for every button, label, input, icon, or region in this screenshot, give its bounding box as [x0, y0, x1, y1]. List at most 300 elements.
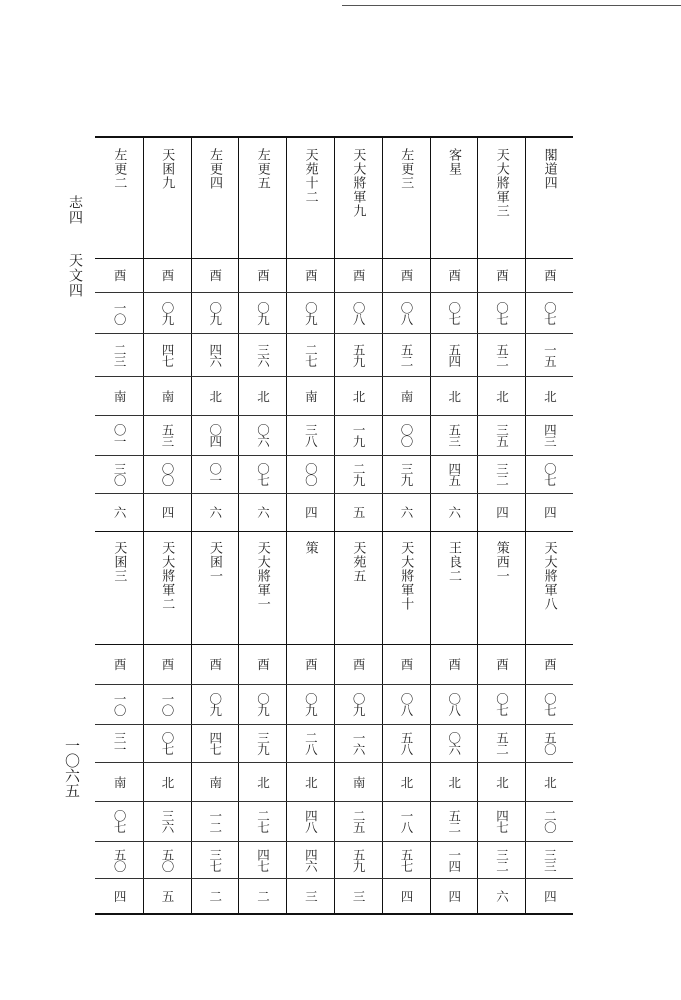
value-cell: [525, 493, 573, 531]
value-text: 酉: [494, 268, 510, 282]
value-cell: [477, 333, 525, 376]
star-name-cell: [95, 531, 143, 644]
value-cell: [525, 801, 573, 841]
value-cell: [382, 644, 430, 684]
value-cell: [95, 258, 143, 292]
star-name: 天囷一: [206, 541, 222, 583]
value-text: 四七: [159, 343, 175, 366]
value-text: 南: [112, 775, 128, 788]
star-name: 閣道四: [541, 148, 557, 190]
value-cell: [525, 724, 573, 762]
value-text: 四: [542, 505, 558, 519]
value-text: 酉: [494, 657, 510, 671]
value-text: 一二: [207, 809, 223, 833]
star-name: 天苑五: [350, 541, 366, 583]
value-cell: [238, 258, 286, 292]
value-text: 二〇: [542, 809, 558, 833]
row-rule: [95, 292, 573, 293]
value-text: 北: [494, 775, 510, 788]
value-text: 五二: [494, 343, 510, 366]
value-cell: [238, 415, 286, 455]
star-name-cell: [430, 138, 478, 258]
value-text: 四三: [542, 423, 558, 447]
value-cell: [334, 333, 382, 376]
value-cell: [525, 878, 573, 913]
row-rule: [95, 684, 573, 685]
star-name-cell: [430, 531, 478, 644]
value-text: 五三: [446, 423, 462, 447]
value-cell: [191, 878, 239, 913]
value-cell: [430, 292, 478, 333]
star-name-cell: [238, 531, 286, 644]
value-text: 酉: [303, 268, 319, 282]
value-cell: [382, 292, 430, 333]
value-cell: [286, 292, 334, 333]
table-column: [525, 138, 573, 913]
value-text: 〇九: [207, 301, 223, 324]
star-name: 左更四: [206, 148, 222, 190]
row-rule: [95, 801, 573, 802]
value-cell: [525, 455, 573, 493]
value-text: 北: [542, 389, 558, 402]
value-cell: [143, 333, 191, 376]
value-cell: [238, 333, 286, 376]
running-head-section: 天文四: [67, 253, 83, 298]
table-column: [191, 138, 240, 913]
value-cell: [477, 644, 525, 684]
top-rule: [342, 5, 681, 6]
value-text: 酉: [446, 657, 462, 671]
value-cell: [238, 762, 286, 801]
value-cell: [95, 333, 143, 376]
value-text: 四: [446, 889, 462, 902]
value-text: 二九: [351, 462, 367, 486]
page-number: 一〇六五: [63, 738, 81, 798]
value-cell: [286, 258, 334, 292]
value-text: 三五: [494, 423, 510, 447]
value-cell: [477, 841, 525, 878]
value-cell: [430, 724, 478, 762]
value-cell: [95, 878, 143, 913]
star-name-cell: [525, 138, 573, 258]
value-text: 三七: [207, 848, 223, 871]
value-cell: [191, 415, 239, 455]
value-cell: [477, 878, 525, 913]
value-text: 四六: [207, 343, 223, 366]
value-cell: [191, 801, 239, 841]
value-cell: [334, 376, 382, 415]
star-name: 天大將軍九: [350, 148, 366, 218]
value-text: 〇九: [351, 692, 367, 716]
value-text: 三一: [112, 731, 128, 755]
star-name: 天大將軍二: [159, 541, 175, 611]
value-text: 四: [159, 505, 175, 519]
value-cell: [477, 762, 525, 801]
star-name-cell: [477, 138, 525, 258]
value-text: 三九: [255, 731, 271, 755]
value-text: 五二: [494, 731, 510, 755]
value-cell: [95, 292, 143, 333]
value-text: 六: [112, 505, 128, 519]
row-rule: [95, 762, 573, 763]
value-text: 北: [494, 389, 510, 402]
table-column: [477, 138, 526, 913]
value-text: 五九: [351, 343, 367, 366]
value-cell: [143, 455, 191, 493]
value-text: 一〇: [112, 301, 128, 324]
value-text: 南: [159, 389, 175, 402]
row-rule: [95, 841, 573, 842]
value-cell: [430, 644, 478, 684]
value-text: 北: [351, 389, 367, 402]
value-cell: [334, 801, 382, 841]
value-text: 酉: [207, 268, 223, 282]
value-text: 〇七: [494, 692, 510, 716]
value-text: 四五: [446, 462, 462, 486]
star-name-cell: [334, 531, 382, 644]
star-name-cell: [525, 531, 573, 644]
value-cell: [238, 644, 286, 684]
value-cell: [382, 841, 430, 878]
value-text: 〇九: [207, 692, 223, 716]
value-text: 〇九: [255, 692, 271, 716]
star-name: 左更五: [254, 148, 270, 190]
value-text: 四六: [303, 848, 319, 871]
value-text: 〇七: [112, 809, 128, 833]
value-cell: [477, 292, 525, 333]
value-cell: [477, 455, 525, 493]
value-cell: [525, 258, 573, 292]
value-cell: [430, 684, 478, 724]
value-text: 三九: [398, 462, 414, 486]
value-cell: [382, 724, 430, 762]
value-text: 〇七: [255, 462, 271, 486]
value-cell: [191, 644, 239, 684]
value-text: 北: [303, 775, 319, 788]
value-cell: [382, 376, 430, 415]
value-text: 五七: [398, 848, 414, 871]
value-cell: [238, 841, 286, 878]
value-text: 〇七: [494, 301, 510, 324]
star-name-cell: [334, 138, 382, 258]
table-column: [143, 138, 192, 913]
star-name-cell: [477, 531, 525, 644]
value-cell: [430, 493, 478, 531]
row-rule: [95, 531, 573, 532]
value-text: 二八: [303, 731, 319, 755]
value-text: 南: [351, 775, 367, 788]
value-cell: [238, 455, 286, 493]
value-text: 四八: [303, 809, 319, 833]
table-column: [95, 138, 144, 913]
value-cell: [191, 724, 239, 762]
value-cell: [143, 292, 191, 333]
value-cell: [382, 801, 430, 841]
value-text: 〇九: [255, 301, 271, 324]
row-rule: [95, 333, 573, 334]
value-cell: [95, 415, 143, 455]
value-text: 五〇: [112, 848, 128, 871]
star-name: 天大將軍三: [493, 148, 509, 218]
row-rule: [95, 415, 573, 416]
value-text: 〇八: [398, 301, 414, 324]
row-rule: [95, 493, 573, 494]
value-text: 〇七: [542, 462, 558, 486]
value-text: 二五: [351, 809, 367, 833]
value-cell: [382, 455, 430, 493]
star-name: 策: [302, 541, 318, 555]
star-name-cell: [191, 138, 239, 258]
value-cell: [382, 415, 430, 455]
value-cell: [191, 333, 239, 376]
value-cell: [525, 292, 573, 333]
table-column: [334, 138, 383, 913]
value-cell: [143, 724, 191, 762]
value-cell: [143, 415, 191, 455]
value-cell: [430, 841, 478, 878]
value-cell: [334, 493, 382, 531]
value-text: 酉: [255, 657, 271, 671]
value-text: 一六: [351, 731, 367, 755]
value-text: 四: [303, 505, 319, 519]
value-cell: [382, 762, 430, 801]
value-text: 三二: [494, 462, 510, 486]
star-name: 王良二: [445, 541, 461, 583]
value-cell: [430, 415, 478, 455]
row-rule: [95, 455, 573, 456]
value-text: 五: [159, 889, 175, 902]
value-cell: [334, 292, 382, 333]
value-text: 六: [494, 889, 510, 902]
value-cell: [525, 333, 573, 376]
star-name: 左更三: [398, 148, 414, 190]
value-text: 三八: [303, 423, 319, 447]
table-column: [382, 138, 431, 913]
value-cell: [143, 493, 191, 531]
value-text: 四: [542, 889, 558, 902]
value-text: 酉: [351, 657, 367, 671]
star-name: 天苑十二: [302, 148, 318, 204]
value-cell: [238, 801, 286, 841]
star-name: 天囷三: [111, 541, 127, 583]
value-cell: [477, 801, 525, 841]
value-text: 三六: [255, 343, 271, 366]
value-cell: [143, 684, 191, 724]
value-cell: [525, 762, 573, 801]
value-text: 四七: [494, 809, 510, 833]
value-text: 一九: [351, 423, 367, 447]
value-text: 酉: [112, 657, 128, 671]
value-text: 酉: [207, 657, 223, 671]
value-cell: [525, 415, 573, 455]
value-text: 一〇: [112, 692, 128, 716]
value-text: 酉: [398, 657, 414, 671]
value-cell: [430, 801, 478, 841]
value-text: 〇九: [303, 692, 319, 716]
value-text: 〇六: [446, 731, 462, 755]
value-cell: [525, 841, 573, 878]
value-cell: [143, 258, 191, 292]
value-cell: [334, 841, 382, 878]
value-cell: [477, 724, 525, 762]
value-cell: [334, 762, 382, 801]
value-cell: [143, 801, 191, 841]
value-cell: [95, 376, 143, 415]
value-cell: [238, 493, 286, 531]
value-text: 三三: [542, 848, 558, 871]
value-cell: [286, 376, 334, 415]
value-cell: [286, 724, 334, 762]
star-catalog-table: [95, 136, 573, 915]
value-text: 酉: [398, 268, 414, 282]
value-cell: [382, 684, 430, 724]
value-text: 〇六: [255, 423, 271, 447]
value-cell: [143, 644, 191, 684]
value-cell: [191, 376, 239, 415]
running-head: [65, 195, 85, 298]
value-text: 六: [446, 505, 462, 519]
value-cell: [334, 724, 382, 762]
value-text: 五三: [159, 423, 175, 447]
value-text: 五: [351, 505, 367, 519]
value-cell: [382, 333, 430, 376]
value-cell: [191, 493, 239, 531]
value-cell: [143, 376, 191, 415]
star-name: 左更二: [111, 148, 127, 190]
value-text: 酉: [159, 657, 175, 671]
value-cell: [477, 415, 525, 455]
value-cell: [286, 415, 334, 455]
value-text: 酉: [112, 268, 128, 282]
value-text: 酉: [303, 657, 319, 671]
value-text: 〇四: [207, 423, 223, 447]
value-cell: [238, 684, 286, 724]
value-cell: [238, 878, 286, 913]
value-cell: [286, 762, 334, 801]
value-cell: [430, 878, 478, 913]
value-cell: [95, 644, 143, 684]
value-text: 酉: [542, 268, 558, 282]
value-cell: [95, 724, 143, 762]
star-name-cell: [382, 138, 430, 258]
value-cell: [191, 292, 239, 333]
value-cell: [286, 455, 334, 493]
row-rule: [95, 376, 573, 377]
value-cell: [191, 455, 239, 493]
value-text: 一五: [542, 343, 558, 366]
star-name-cell: [191, 531, 239, 644]
value-text: 三: [303, 889, 319, 902]
value-cell: [477, 376, 525, 415]
value-cell: [191, 762, 239, 801]
value-text: 六: [398, 505, 414, 519]
value-cell: [238, 724, 286, 762]
star-name-cell: [95, 138, 143, 258]
value-cell: [334, 644, 382, 684]
value-cell: [334, 878, 382, 913]
value-text: 二七: [255, 809, 271, 833]
value-cell: [191, 684, 239, 724]
value-text: 〇七: [542, 692, 558, 716]
value-cell: [334, 258, 382, 292]
value-text: 酉: [255, 268, 271, 282]
value-cell: [334, 684, 382, 724]
star-name: 天囷九: [159, 148, 175, 190]
value-cell: [143, 841, 191, 878]
value-text: 〇〇: [159, 462, 175, 486]
value-text: 南: [207, 775, 223, 788]
star-name: 客星: [445, 148, 461, 176]
value-cell: [430, 455, 478, 493]
value-cell: [525, 644, 573, 684]
value-text: 六: [255, 505, 271, 519]
value-text: 南: [398, 389, 414, 402]
value-cell: [95, 684, 143, 724]
value-text: 〇一: [112, 423, 128, 447]
value-text: 一〇: [159, 692, 175, 716]
running-head-chapter: 志四: [67, 195, 83, 225]
value-text: 五九: [351, 848, 367, 871]
row-rule: [95, 878, 573, 879]
value-cell: [191, 841, 239, 878]
star-name-cell: [382, 531, 430, 644]
value-cell: [95, 801, 143, 841]
value-cell: [334, 415, 382, 455]
value-cell: [191, 258, 239, 292]
value-text: 四: [398, 889, 414, 902]
value-cell: [477, 684, 525, 724]
value-cell: [525, 376, 573, 415]
value-cell: [286, 644, 334, 684]
table-column: [430, 138, 479, 913]
value-text: 四七: [255, 848, 271, 871]
value-text: 二: [255, 889, 271, 902]
value-cell: [430, 376, 478, 415]
value-cell: [286, 878, 334, 913]
value-cell: [95, 455, 143, 493]
value-cell: [95, 493, 143, 531]
row-rule: [95, 644, 573, 645]
value-text: 三〇: [112, 462, 128, 486]
value-text: 五〇: [159, 848, 175, 871]
value-cell: [95, 841, 143, 878]
value-text: 酉: [351, 268, 367, 282]
value-text: 南: [112, 389, 128, 402]
value-cell: [286, 841, 334, 878]
value-text: 南: [303, 389, 319, 402]
value-cell: [238, 292, 286, 333]
value-cell: [382, 258, 430, 292]
value-text: 四: [494, 505, 510, 519]
value-cell: [525, 684, 573, 724]
value-cell: [477, 493, 525, 531]
value-text: 二七: [303, 343, 319, 366]
value-cell: [143, 878, 191, 913]
value-text: 〇九: [303, 301, 319, 324]
star-name-cell: [143, 138, 191, 258]
value-cell: [382, 493, 430, 531]
value-cell: [430, 258, 478, 292]
row-rule: [95, 258, 573, 259]
value-text: 酉: [542, 657, 558, 671]
value-cell: [286, 333, 334, 376]
value-cell: [334, 455, 382, 493]
value-text: 〇八: [351, 301, 367, 324]
star-name-cell: [143, 531, 191, 644]
value-text: 〇七: [542, 301, 558, 324]
value-text: 北: [446, 389, 462, 402]
value-text: 〇九: [159, 301, 175, 324]
